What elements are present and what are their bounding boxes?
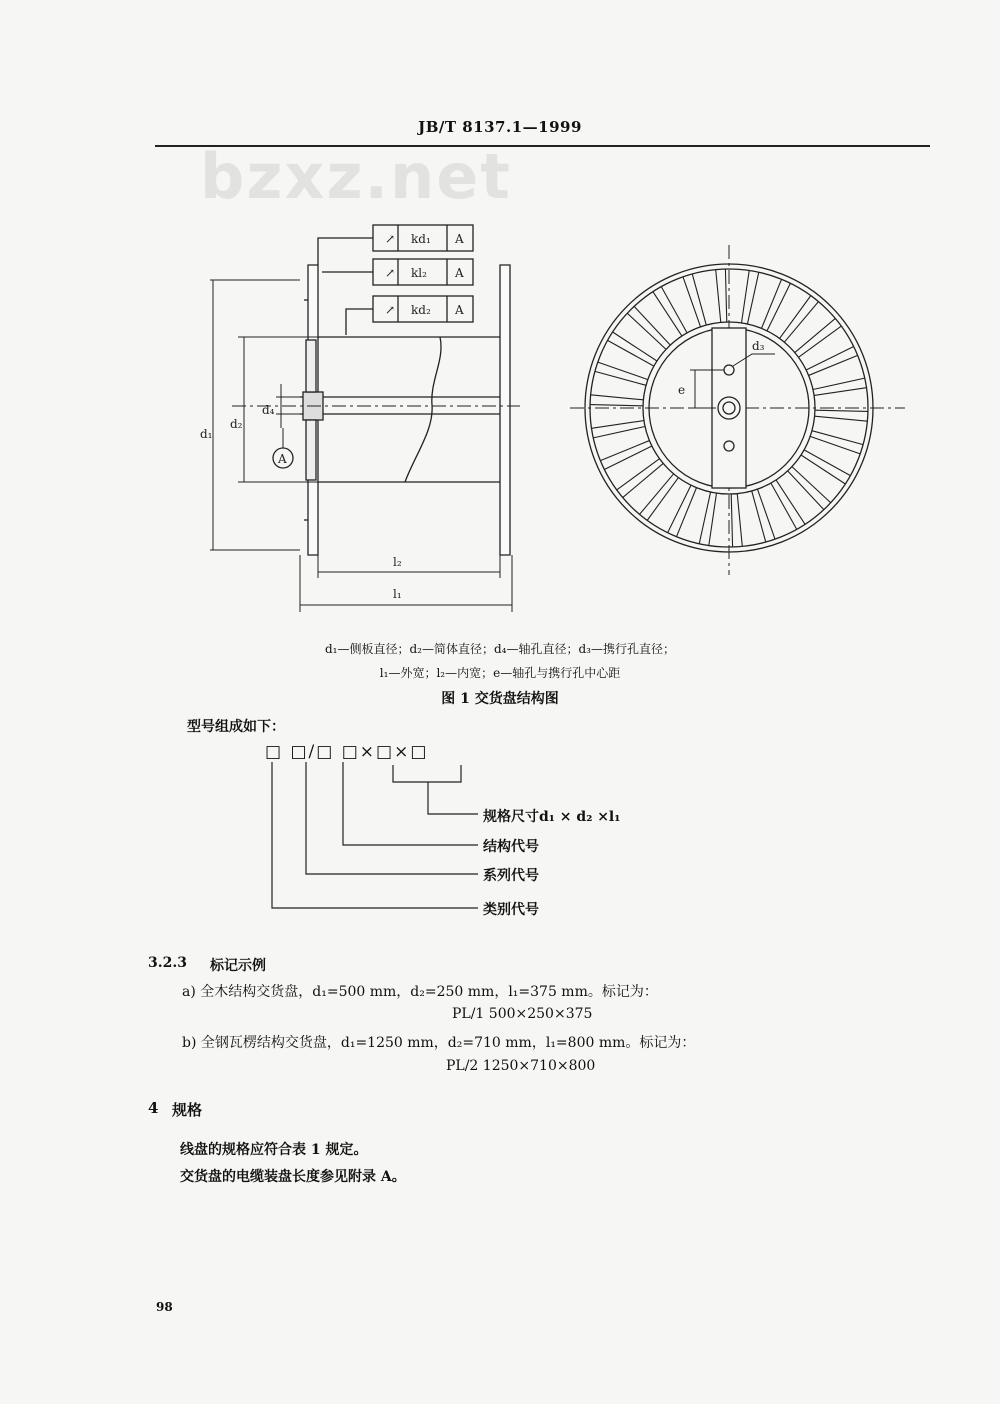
model-label-series: 系列代号 (483, 868, 539, 884)
watermark: bzxz.net (200, 140, 512, 213)
tol-value-2: kl₂ (411, 266, 427, 280)
section-4-para-1: 线盘的规格应符合表 1 规定。 (180, 1142, 368, 1158)
model-intro: 型号组成如下： (187, 719, 285, 735)
tol-value-3: kd₂ (411, 303, 431, 317)
section-4-para-2: 交货盘的电缆装盘长度参见附录 A。 (180, 1169, 406, 1185)
runout-symbol: ↗ (385, 232, 396, 246)
page-number: 98 (156, 1300, 173, 1314)
section-323-title: 标记示例 (210, 958, 266, 974)
tol-datum-3: A (455, 303, 464, 317)
section-4-title: 规格 (172, 1101, 203, 1119)
tol-datum-2: A (455, 266, 464, 280)
dim-e: e (678, 383, 686, 397)
example-a-text: a) 全木结构交货盘，d₁=500 mm，d₂=250 mm，l₁=375 mm。标记为： (182, 984, 658, 1000)
example-a-mark: PL/1 500×250×375 (452, 1006, 593, 1022)
section-323-number: 3.2.3 (148, 955, 187, 971)
runout-symbol: ↗ (385, 266, 396, 280)
figure-caption: 图 1 交货盘结构图 (441, 691, 559, 707)
standard-number: JB/T 8137.1—1999 (418, 118, 582, 136)
dim-d1: d₁ (200, 427, 213, 441)
tol-value-1: kd₁ (411, 232, 431, 246)
model-label-structure: 结构代号 (483, 839, 539, 855)
example-b-text: b) 全钢瓦楞结构交货盘，d₁=1250 mm，d₂=710 mm，l₁=800 mm。标记为： (182, 1035, 696, 1051)
dim-d3: d₃ (752, 339, 765, 353)
tol-datum-1: A (455, 232, 464, 246)
runout-symbol: ↗ (385, 303, 396, 317)
model-label-size: 规格尺寸d₁ × d₂ ×l₁ (483, 809, 621, 825)
dim-l1: l₁ (393, 587, 402, 601)
example-b-mark: PL/2 1250×710×800 (446, 1058, 596, 1074)
model-boxes: □ □/□ □×□×□ (265, 742, 429, 762)
dim-d2: d₂ (230, 417, 243, 431)
figure-legend-line-2: l₁—外宽；l₂—内宽；e—轴孔与携行孔中心距 (379, 666, 621, 680)
datum-a-label: A (278, 452, 287, 466)
model-label-category: 类别代号 (483, 902, 539, 918)
section-4-number: 4 (148, 1099, 159, 1117)
figure-legend-line-1: d₁—侧板直径；d₂—简体直径；d₄—轴孔直径；d₃—携行孔直径； (325, 642, 675, 656)
dim-d4: d₄ (262, 403, 275, 417)
dim-l2: l₂ (393, 555, 402, 569)
